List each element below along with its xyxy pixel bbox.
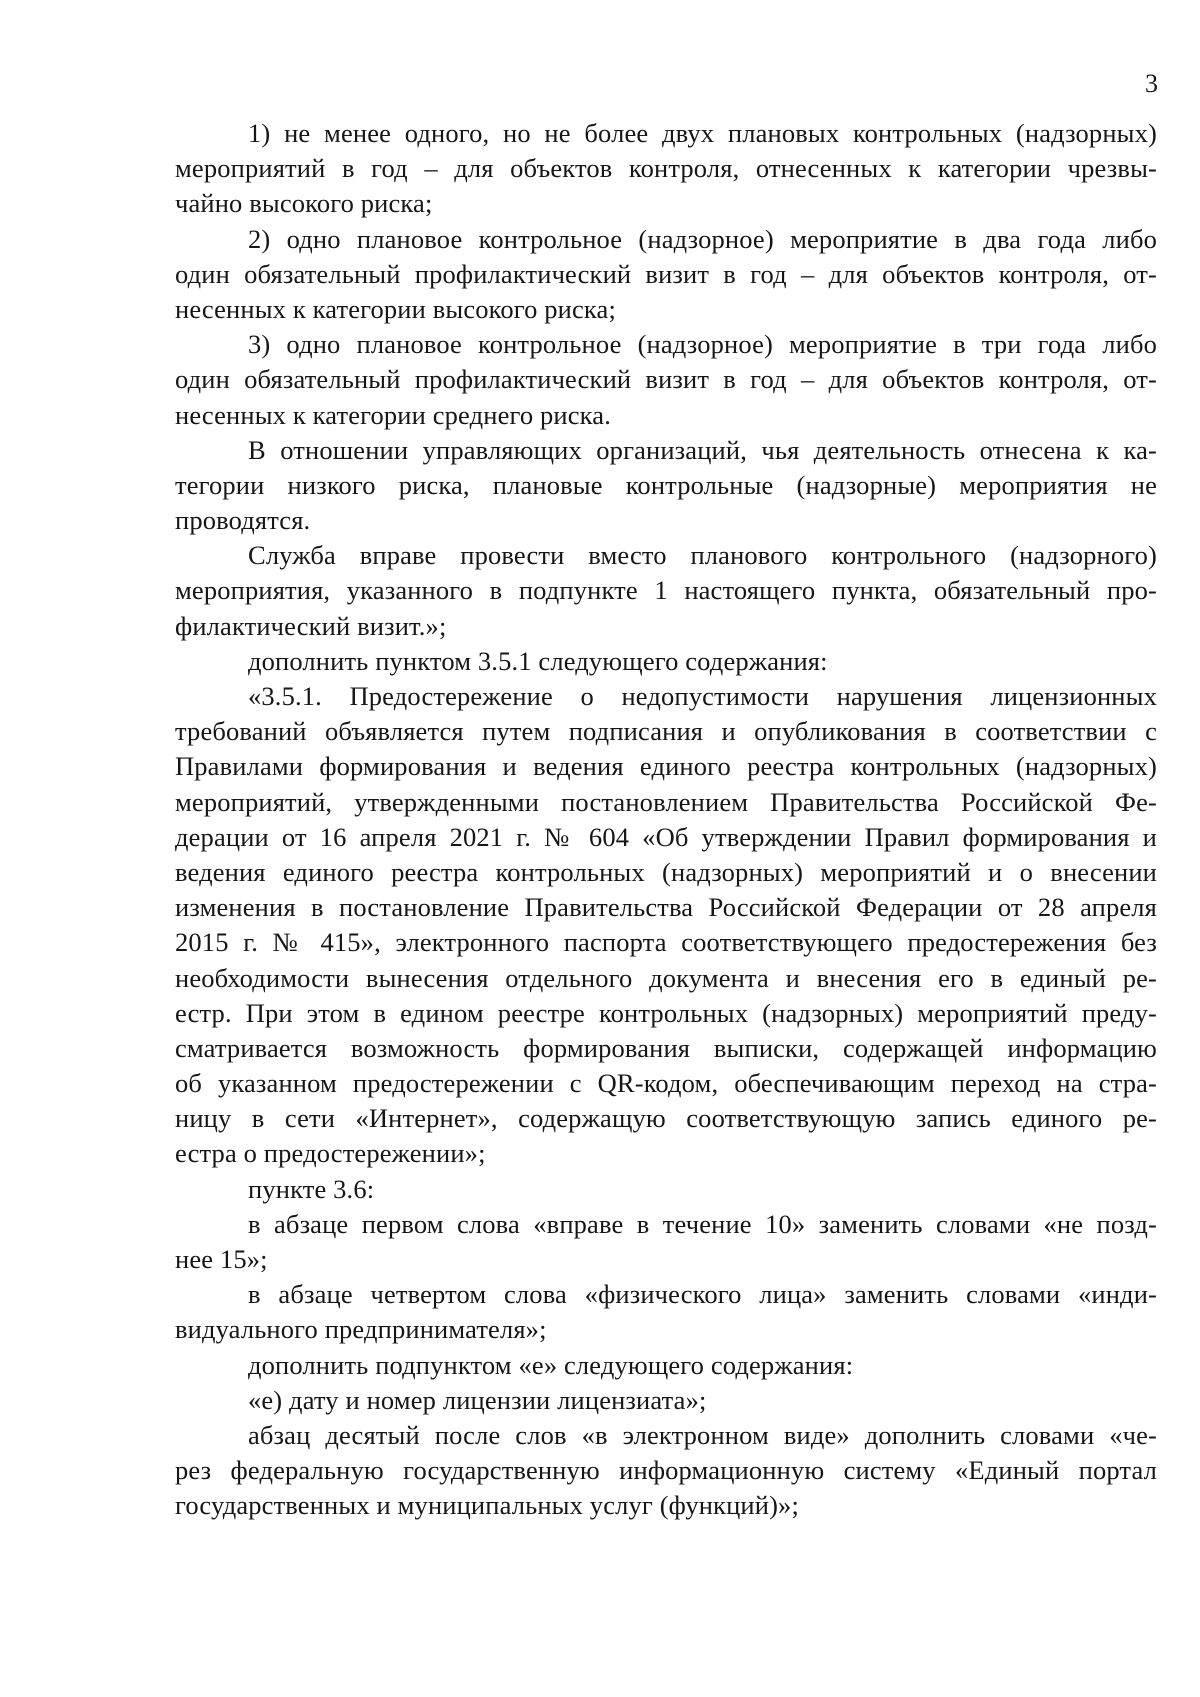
paragraph-line: дополнить подпунктом «е» следующего содержания: — [248, 1349, 854, 1380]
paragraph-line: тегории низкого риска, плановые контрольные (надзорные) мероприятия не — [175, 469, 1157, 500]
paragraph-line: проводятся. — [175, 505, 311, 536]
page-number: 3 — [1145, 69, 1158, 98]
paragraph — [175, 1348, 1157, 1383]
paragraph-line: один обязательный профилактический визит в год – для объектов контроля, от- — [175, 258, 1157, 289]
paragraph-line: пункте 3.6: — [248, 1173, 375, 1204]
paragraph-line: дерации от 16 апреля 2021 г. № 604 «Об утверждении Правил формирования и — [175, 821, 1157, 852]
paragraph-line: сматривается возможность формирования выписки, содержащей информацию — [175, 1032, 1157, 1063]
paragraph-line: «3.5.1. Предостережение о недопустимости нарушения лицензионных — [248, 681, 1157, 711]
paragraph — [175, 1418, 1157, 1524]
paragraph-line: мероприятий в год – для объектов контроля, отнесенных к категории чрезвы- — [175, 153, 1157, 184]
paragraph-line: несенных к категории высокого риска; — [175, 293, 616, 324]
paragraph — [175, 222, 1157, 328]
paragraph-line: видуального предпринимателя»; — [175, 1314, 547, 1345]
paragraph-line: В отношении управляющих организаций, чья деятельность отнесена к ка- — [248, 434, 1157, 465]
paragraph-line: несенных к категории среднего риска. — [175, 399, 611, 430]
paragraph-line: Правилами формирования и ведения единого реестра контрольных (надзорных) — [175, 751, 1157, 782]
document-body — [175, 116, 1157, 1524]
paragraph-line: рез федеральную государственную информационную систему «Единый портал — [175, 1455, 1157, 1486]
paragraph-line: один обязательный профилактический визит в год – для объектов контроля, от- — [175, 364, 1157, 395]
paragraph-line: нее 15»; — [175, 1244, 268, 1274]
paragraph — [175, 679, 1157, 1172]
paragraph — [175, 1383, 1157, 1418]
paragraph-line: мероприятия, указанного в подпункте 1 настоящего пункта, обязательный про- — [175, 575, 1157, 606]
paragraph-line: «е) дату и номер лицензии лицензиата»; — [248, 1384, 707, 1415]
paragraph-line: изменения в постановление Правительства Российской Федерации от 28 апреля — [175, 892, 1157, 923]
paragraph-line: 1) не менее одного, но не более двух плановых контрольных (надзорных) — [248, 118, 1157, 148]
paragraph-line: 2015 г. № 415», электронного паспорта соответствующего предостережения без — [175, 927, 1157, 958]
paragraph — [175, 327, 1157, 433]
paragraph-line: естр. При этом в едином реестре контрольных (надзорных) мероприятий преду- — [175, 997, 1157, 1028]
paragraph — [175, 433, 1157, 539]
paragraph-line: в абзаце первом слова «вправе в течение 10» заменить словами «не позд- — [248, 1208, 1157, 1239]
paragraph-line: об указанном предостережении с QR-кодом, обеспечивающим переход на стра- — [175, 1068, 1157, 1099]
paragraph-line: государственных и муниципальных услуг (функций)»; — [175, 1490, 799, 1521]
paragraph-line: ведения единого реестра контрольных (надзорных) мероприятий и о внесении — [175, 856, 1157, 887]
paragraph-line: требований объявляется путем подписания и опубликования в соответствии с — [175, 716, 1157, 747]
paragraph-line: мероприятий, утвержденными постановлением Правительства Российской Фе- — [175, 786, 1157, 817]
paragraph-line: дополнить пунктом 3.5.1 следующего содержания: — [248, 645, 828, 676]
paragraph — [175, 1207, 1157, 1277]
paragraph-line: Служба вправе провести вместо планового контрольного (надзорного) — [248, 540, 1157, 571]
paragraph-line: необходимости вынесения отдельного документа и внесения его в единый ре- — [175, 962, 1157, 993]
paragraph — [175, 116, 1157, 222]
paragraph — [175, 644, 1157, 679]
paragraph-line: филактический визит.»; — [175, 610, 447, 641]
paragraph-line: ницу в сети «Интернет», содержащую соответствующую запись единого ре- — [175, 1103, 1157, 1134]
paragraph — [175, 538, 1157, 644]
paragraph-line: 3) одно плановое контрольное (надзорное) мероприятие в три года либо — [248, 329, 1157, 360]
paragraph-line: чайно высокого риска; — [175, 188, 433, 219]
paragraph — [175, 1277, 1157, 1347]
paragraph — [175, 1172, 1157, 1207]
paragraph-line: естра о предостережении»; — [175, 1138, 486, 1169]
paragraph-line: 2) одно плановое контрольное (надзорное) мероприятие в два года либо — [248, 223, 1157, 254]
paragraph-line: абзац десятый после слов «в электронном виде» дополнить словами «че- — [248, 1419, 1157, 1450]
paragraph-line: в абзаце четвертом слова «физического лица» заменить словами «инди- — [248, 1279, 1157, 1310]
